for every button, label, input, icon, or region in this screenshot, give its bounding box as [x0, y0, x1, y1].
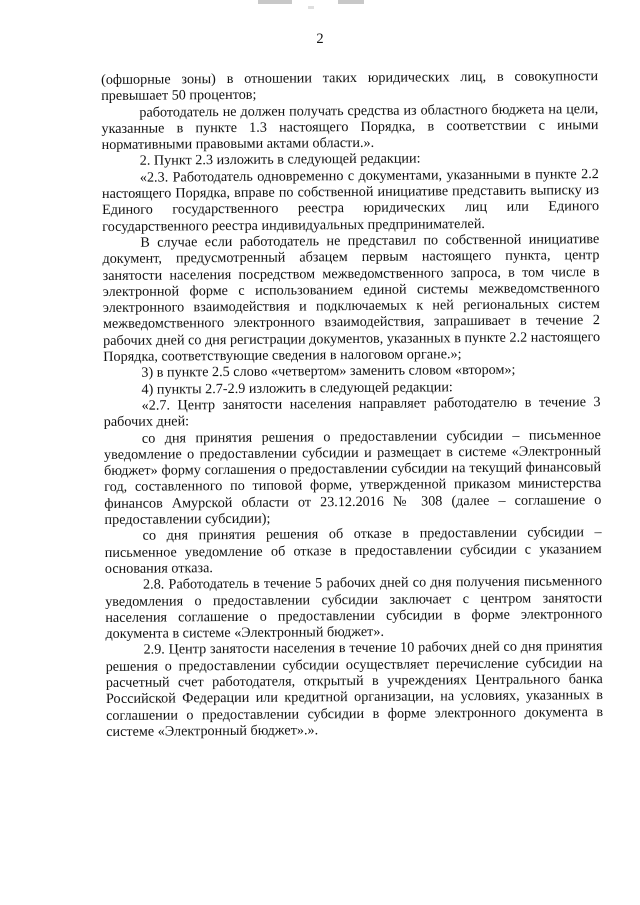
- paragraph: 2.9. Центр занятости населения в течение 10 рабочих дней со дня принятия решения о предоставлении субсидии осуществляет перечисление субсидии на расчетный счет работодателя, открытый в учреждениях Центрального банка Российской Федерации или кредитной организации, на условиях, указанных в соглашении о предоставлении субсидии в форме электронного документа в системе «Электронный бюджет».».: [105, 638, 604, 740]
- scan-artifact: [338, 0, 364, 4]
- paragraph: 2. Пункт 2.3 изложить в следующей редакции:: [139, 150, 421, 170]
- paragraph: 4) пункты 2.7-2.9 изложить в следующей редакции:: [141, 378, 453, 398]
- scan-artifact: [258, 0, 292, 4]
- page-number: 2: [316, 31, 324, 47]
- paragraph: 2.8. Работодатель в течение 5 рабочих дней со дня получения письменного уведомления о предоставлении субсидии заключает с центром занятости населения соглашение о предоставлении субсидии в форме электронного документа в системе «Электронный бюджет».: [105, 573, 603, 643]
- paragraph: 3) в пункте 2.5 слово «четвертом» заменить словом «втором»;: [141, 362, 516, 382]
- paragraph: (офшорные зоны) в отношении таких юридических лиц, в совокупности превышает 50 процентов;: [101, 68, 599, 105]
- paragraph: В случае если работодатель не представил по собственной инициативе документ, предусмотренный абзацем первым настоящего пункта, центр занятости населения посредством межведомственного запроса, в том числе в электронной форме с использованием единой системы межведомственного электронного взаимодействия и подключаемых к ней региональных систем межведомственного электронного взаимодействия, запрашивает в течение 2 рабочих дней со дня регистрации документов, указанных в пункте 2.2 настоящего Порядка, соответствующие сведения в налоговом органе.»;: [102, 231, 601, 366]
- paragraph: «2.3. Работодатель одновременно с документами, указанными в пункте 2.2 настоящего Порядка, вправе по собственной инициативе представить выписку из Единого государственного реестра юридических лиц или Единого государственного реестра индивидуальных предпринимателей.: [101, 165, 600, 235]
- paragraph: работодатель не должен получать средства из областного бюджета на цели, указанные в пункте 1.3 настоящего Порядка, в соответствии с иными нормативными правовыми актами области.».: [101, 100, 599, 154]
- document-body: [101, 68, 603, 740]
- scan-artifact: [308, 6, 314, 9]
- paragraph: со дня принятия решения о предоставлении субсидии – письменное уведомление о предоставлении субсидии и размещает в системе «Электронный бюджет» форму соглашения о предоставлении субсидии на текущий финансовый год, составленного по типовой форме, утвержденной приказом министерства финансов Амурской области от 23.12.2016 № 308 (далее – соглашение о предоставлении субсидии);: [103, 426, 602, 529]
- paragraph: со дня принятия решения об отказе в предоставлении субсидии – письменное уведомление об отказе в предоставлении субсидии с указанием основания отказа.: [104, 524, 602, 577]
- paragraph: «2.7. Центр занятости населения направляет работодателю в течение 3 рабочих дней:: [103, 394, 601, 431]
